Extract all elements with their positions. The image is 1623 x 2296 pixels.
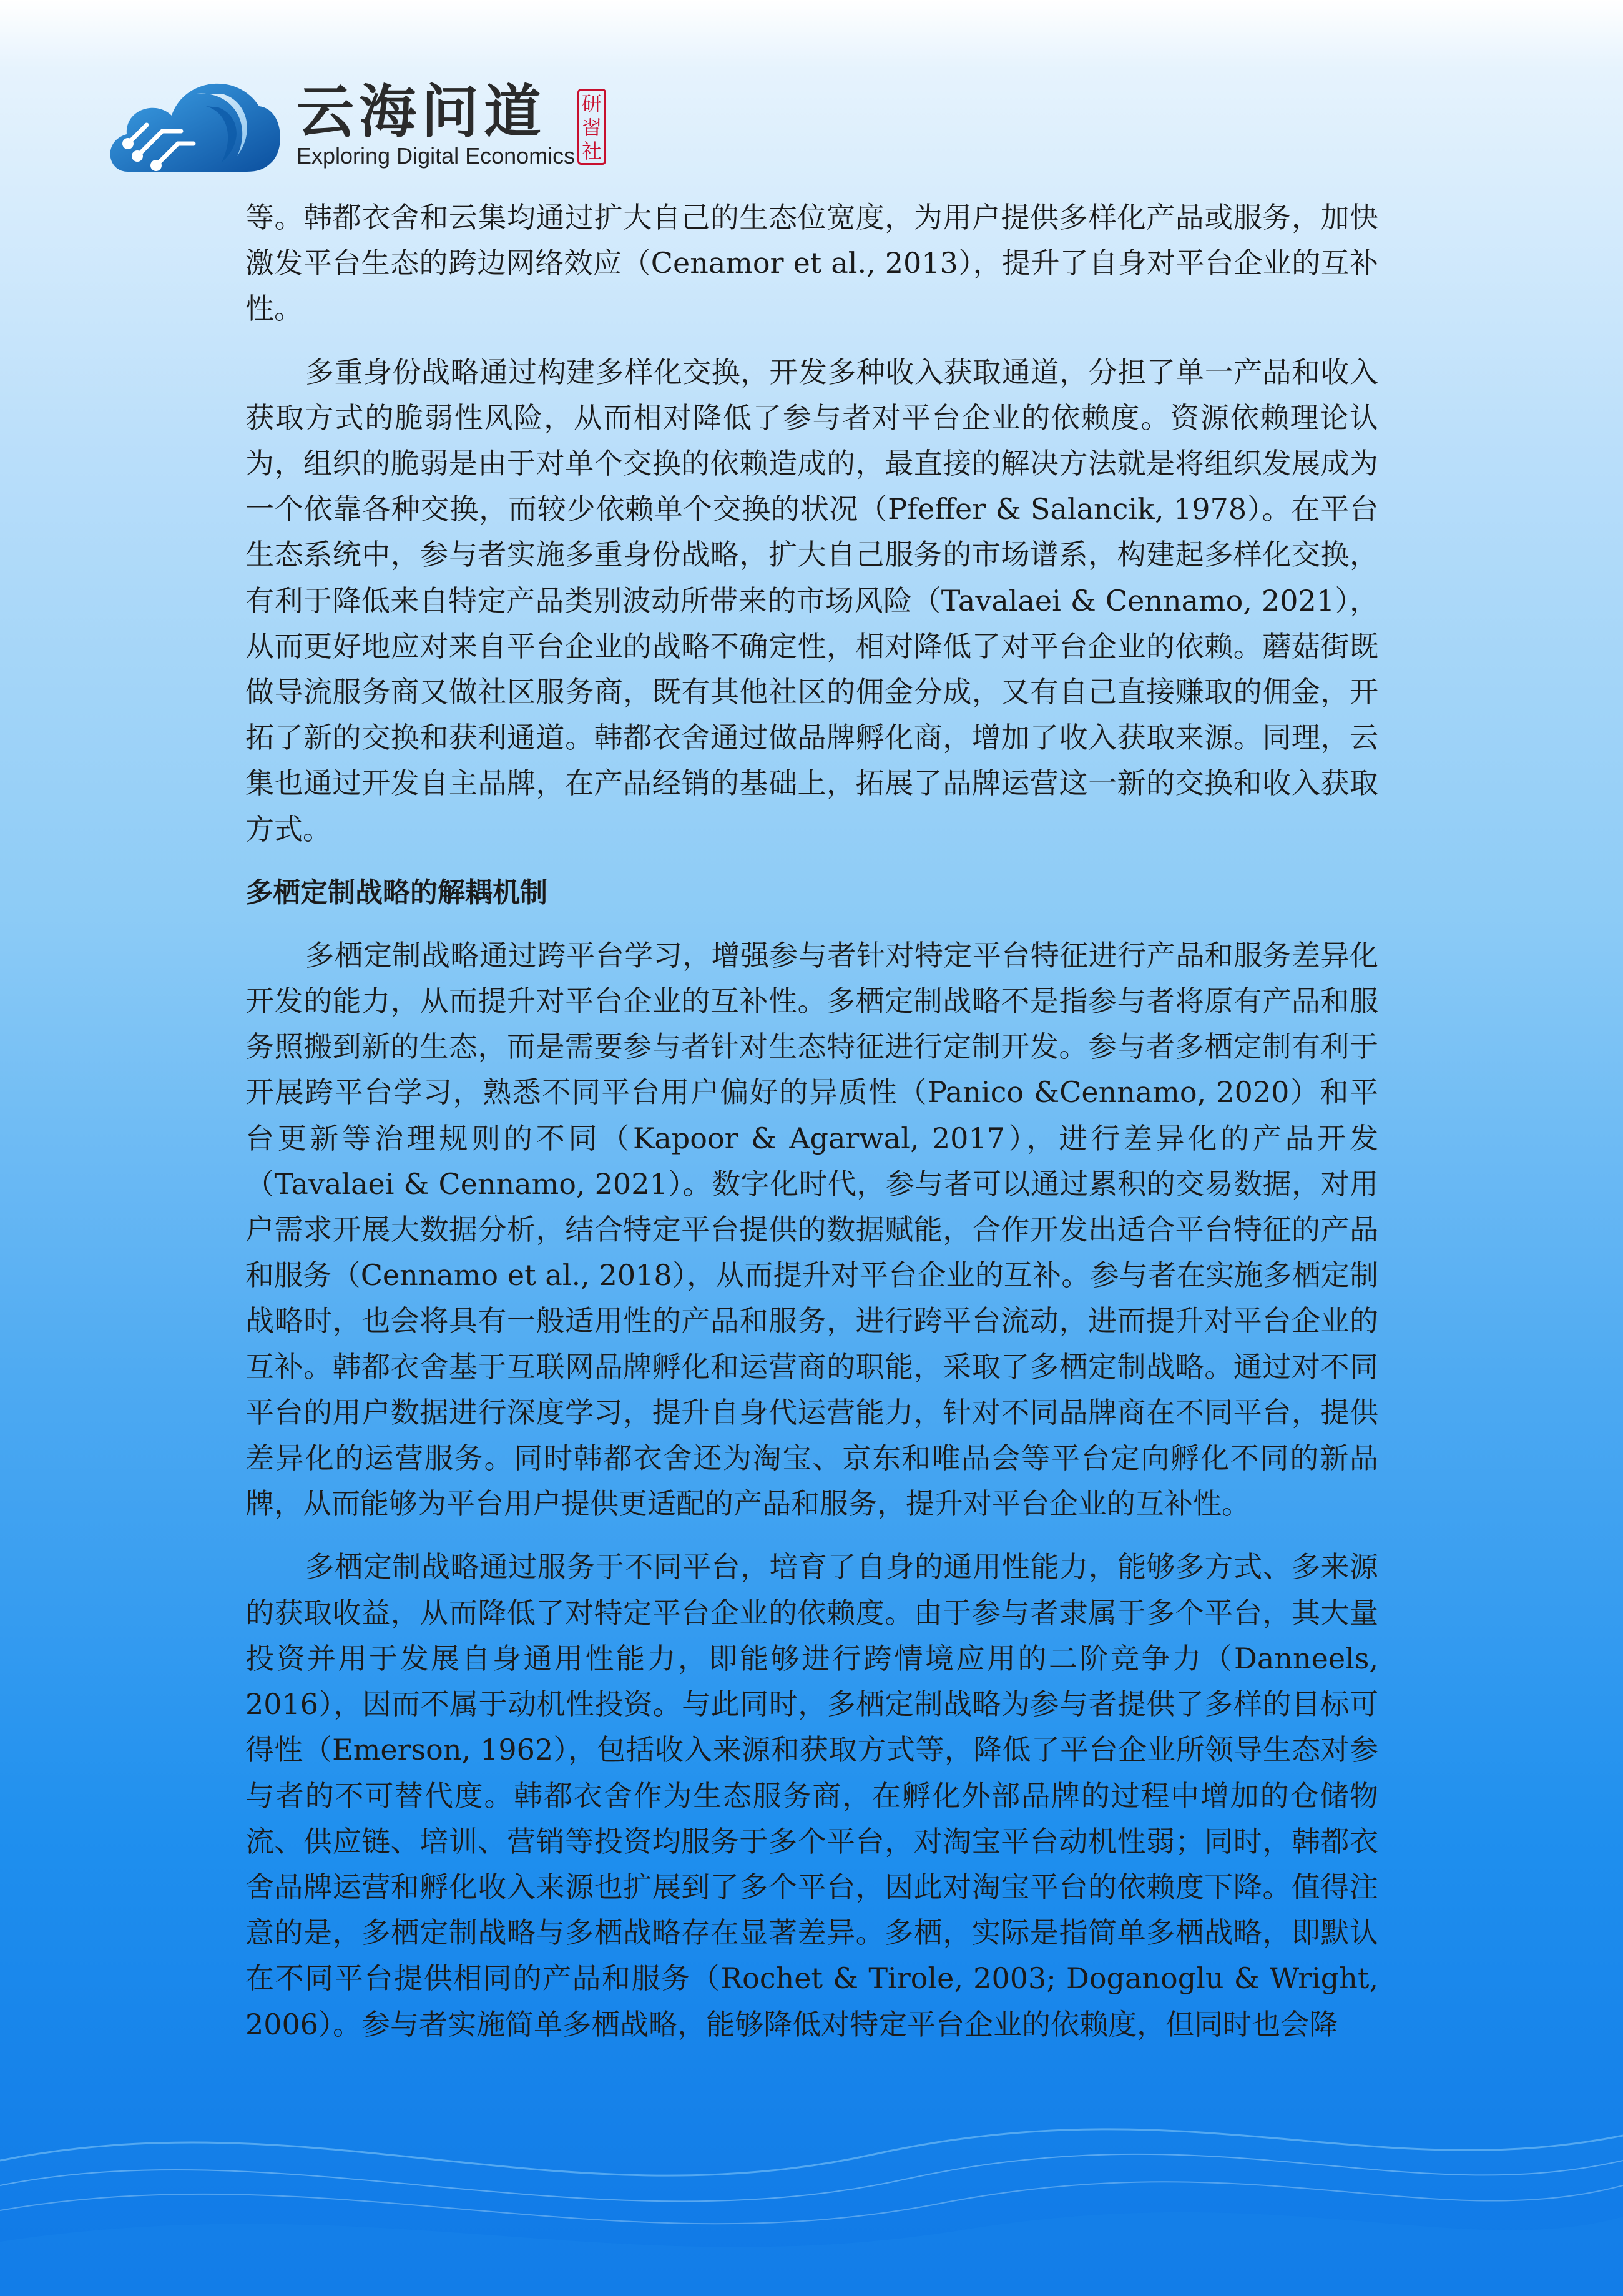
decorative-waves bbox=[0, 2061, 1623, 2296]
paragraph-4: 多栖定制战略通过服务于不同平台，培育了自身的通用性能力，能够多方式、多来源的获取收益，从而降低了对特定平台企业的依赖度。由于参与者隶属于多个平台，其大量投资并用于发展自身通用性能力，即能够进行跨情境应用的二阶竞争力（Danneels, 2016），因而不属于动机性投资。与此同时，多栖定制战略为参与者提供了多样的目标可得性（Emerson, 1962），包括收入来源和获取方式等，降低了平台企业所领导生态对参与者的不可替代度。韩都衣舍作为生态服务商，在孵化外部品牌的过程中增加的仓储物流、供应链、培训、营销等投资均服务于多个平台，对淘宝平台动机性弱；同时，韩都衣舍品牌运营和孵化收入来源也扩展到了多个平台，因此对淘宝平台的依赖度下降。值得注意的是，多栖定制战略与多栖战略存在显著差异。多栖，实际是指简单多栖战略，即默认在不同平台提供相同的产品和服务（Rochet & Tirole, 2003; Doganoglu & Wright, 2006）。参与者实施简单多栖战略，能够降低对特定平台企业的依赖度，但同时也会降 bbox=[245, 1550, 1378, 2041]
brand-logo bbox=[103, 56, 621, 181]
logo-seal: 研習社 bbox=[577, 89, 606, 165]
section-heading: 多栖定制战略的解耦机制 bbox=[245, 876, 547, 909]
logo-subtitle: Exploring Digital Economics bbox=[297, 143, 576, 169]
paragraph-2: 多重身份战略通过构建多样化交换，开发多种收入获取通道，分担了单一产品和收入获取方式的脆弱性风险，从而相对降低了参与者对平台企业的依赖度。资源依赖理论认为，组织的脆弱是由于对单个交换的依赖造成的，最直接的解决方法就是将组织发展成为一个依靠各种交换，而较少依赖单个交换的状况（Pfeffer & Salancik, 1978）。在平台生态系统中，参与者实施多重身份战略，扩大自己服务的市场谱系，构建起多样化交换，有利于降低来自特定产品类别波动所带来的市场风险（Tavalaei & Cennamo, 2021），从而更好地应对来自平台企业的战略不确定性，相对降低了对平台企业的依赖。蘑菇街既做导流服务商又做社区服务商，既有其他社区的佣金分成，又有自己直接赚取的佣金，开拓了新的交换和获利通道。韩都衣舍通过做品牌孵化商，增加了收入获取来源。同理，云集也通过开发自主品牌，在产品经销的基础上，拓展了品牌运营这一新的交换和收入获取方式。 bbox=[245, 355, 1378, 846]
logo-text-block bbox=[297, 81, 590, 169]
logo-title: 云海问道 bbox=[297, 79, 547, 145]
cloud-circuit-icon bbox=[103, 56, 284, 175]
article-body bbox=[245, 195, 1378, 2065]
paragraph-1: 等。韩都衣舍和云集均通过扩大自己的生态位宽度，为用户提供多样化产品或服务，加快激发平台生态的跨边网络效应（Cenamor et al., 2013），提升了自身对平台企业的互补性。 bbox=[245, 200, 1378, 326]
paragraph-3: 多栖定制战略通过跨平台学习，增强参与者针对特定平台特征进行产品和服务差异化开发的能力，从而提升对平台企业的互补性。多栖定制战略不是指参与者将原有产品和服务照搬到新的生态，而是需要参与者针对生态特征进行定制开发。参与者多栖定制有利于开展跨平台学习，熟悉不同平台用户偏好的异质性（Panico &Cennamo, 2020）和平台更新等治理规则的不同（Kapoor & Agarwal, 2017），进行差异化的产品开发（Tavalaei & Cennamo, 2021）。数字化时代，参与者可以通过累积的交易数据，对用户需求开展大数据分析，结合特定平台提供的数据赋能，合作开发出适合平台特征的产品和服务（Cennamo et al., 2018），从而提升对平台企业的互补。参与者在实施多栖定制战略时，也会将具有一般适用性的产品和服务，进行跨平台流动，进而提升对平台企业的互补。韩都衣舍基于互联网品牌孵化和运营商的职能，采取了多栖定制战略。通过对不同平台的用户数据进行深度学习，提升自身代运营能力，针对不同品牌商在不同平台，提供差异化的运营服务。同时韩都衣舍还为淘宝、京东和唯品会等平台定向孵化不同的新品牌，从而能够为平台用户提供更适配的产品和服务，提升对平台企业的互补性。 bbox=[245, 938, 1378, 1521]
